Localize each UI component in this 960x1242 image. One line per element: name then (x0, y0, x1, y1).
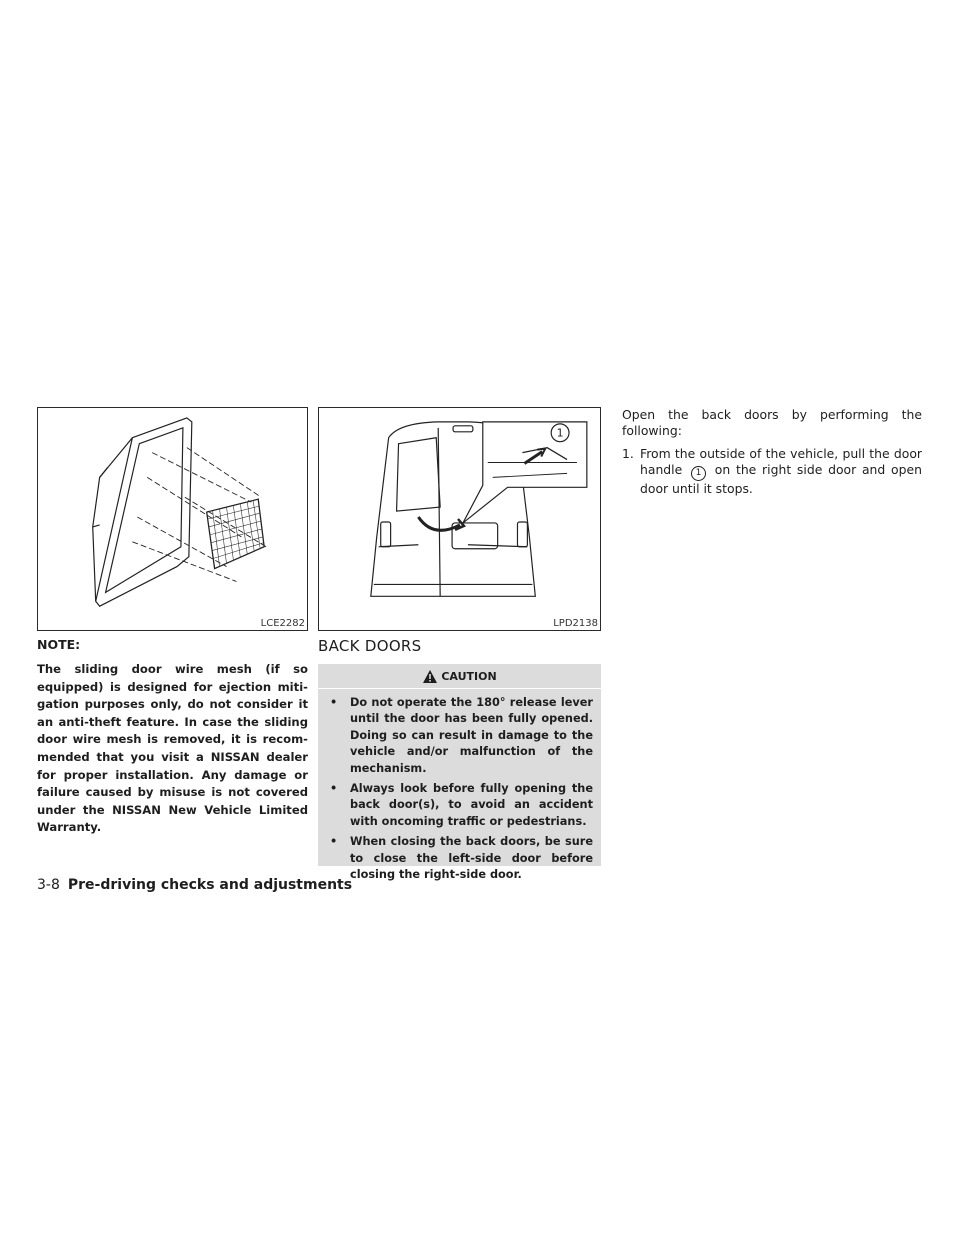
page-number: 3-8 (37, 877, 60, 893)
callout-number: 1 (556, 426, 564, 440)
warning-icon (422, 669, 438, 684)
figure-code: LCE2282 (260, 618, 305, 629)
wire-mesh-figure (37, 407, 308, 631)
instructions-intro: Open the back doors by performing the following: (622, 407, 922, 438)
back-doors-illustration (319, 408, 600, 630)
step-number: 1. (622, 446, 634, 461)
section-heading: BACK DOORS (318, 637, 422, 655)
callout-number-icon: 1 (691, 466, 706, 481)
note-heading: NOTE: (37, 637, 81, 652)
caution-box (318, 664, 601, 882)
step-text-before: From the outside of the vehicle, pull the door handle (640, 446, 922, 477)
caution-list (318, 689, 601, 883)
back-doors-figure (318, 407, 601, 631)
figure-code: LPD2138 (553, 618, 598, 629)
caution-title: CAUTION (441, 669, 497, 683)
caution-title-bar (318, 664, 601, 689)
page-footer (37, 877, 352, 893)
caution-item: • When closing the back doors, be sure to close the left-side door before closing the right-side door. (330, 835, 593, 882)
wire-mesh-illustration (38, 408, 307, 630)
chapter-title: Pre-driving checks and adjustments (67, 877, 353, 893)
step-1 (622, 446, 922, 497)
caution-item: • Do not operate the 180° release lever until the door has been fully opened. Doing so can result in damage to the vehicle and/or malfunction of the mechanism. (330, 696, 593, 775)
note-body: The sliding door wire mesh (if so equipped) is designed for ejection miti-gation purposes only, do not consider it an anti-theft feature. In case the sliding door wire mesh is removed, it is recom-mended that you visit a NISSAN dealer for proper installation. Any damage or failure caused by misuse is not covered under the NISSAN New Vehicle Limited Warranty. (37, 662, 308, 835)
step-text-after: on the right side door and open door until it stops. (640, 462, 922, 496)
instructions (622, 407, 922, 497)
caution-item: • Always look before fully opening the back door(s), to avoid an accident with oncoming traffic or pedestrians. (330, 782, 593, 828)
